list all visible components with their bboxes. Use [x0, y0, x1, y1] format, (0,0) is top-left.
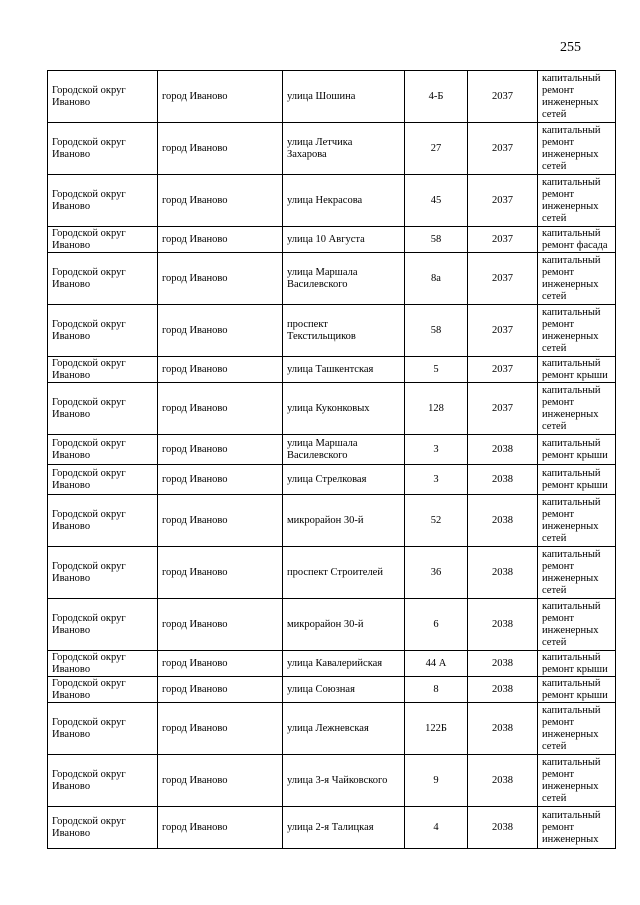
house-number-cell: 3: [405, 465, 468, 495]
house-number-cell: 44 А: [405, 651, 468, 677]
house-number-cell: 4: [405, 807, 468, 849]
street-cell: улица 10 Августа: [283, 227, 405, 253]
housing-repair-table: [47, 70, 616, 849]
street-cell: микрорайон 30-й: [283, 495, 405, 547]
city-cell: город Иваново: [158, 651, 283, 677]
table-row: [48, 703, 616, 755]
district-cell: Городской округ Иваново: [48, 755, 158, 807]
city-cell: город Иваново: [158, 807, 283, 849]
table-row: [48, 677, 616, 703]
table-row: [48, 651, 616, 677]
table-row: [48, 547, 616, 599]
city-cell: город Иваново: [158, 175, 283, 227]
work-type-cell: капитальный ремонт инженерных сетей: [538, 253, 616, 305]
table-row: [48, 357, 616, 383]
house-number-cell: 36: [405, 547, 468, 599]
city-cell: город Иваново: [158, 253, 283, 305]
work-type-cell: капитальный ремонт инженерных сетей: [538, 599, 616, 651]
city-cell: город Иваново: [158, 547, 283, 599]
year-cell: 2038: [468, 807, 538, 849]
work-type-cell: капитальный ремонт крыши: [538, 435, 616, 465]
year-cell: 2038: [468, 435, 538, 465]
street-cell: проспект Текстильщиков: [283, 305, 405, 357]
year-cell: 2037: [468, 175, 538, 227]
city-cell: город Иваново: [158, 599, 283, 651]
table-row: [48, 71, 616, 123]
district-cell: Городской округ Иваново: [48, 175, 158, 227]
table-row: [48, 465, 616, 495]
house-number-cell: 9: [405, 755, 468, 807]
year-cell: 2038: [468, 495, 538, 547]
house-number-cell: 58: [405, 227, 468, 253]
city-cell: город Иваново: [158, 435, 283, 465]
district-cell: Городской округ Иваново: [48, 495, 158, 547]
work-type-cell: капитальный ремонт инженерных сетей: [538, 123, 616, 175]
district-cell: Городской округ Иваново: [48, 253, 158, 305]
district-cell: Городской округ Иваново: [48, 123, 158, 175]
year-cell: 2037: [468, 383, 538, 435]
city-cell: город Иваново: [158, 495, 283, 547]
table-row: [48, 495, 616, 547]
city-cell: город Иваново: [158, 677, 283, 703]
work-type-cell: капитальный ремонт инженерных сетей: [538, 383, 616, 435]
street-cell: улица Стрелковая: [283, 465, 405, 495]
street-cell: улица Союзная: [283, 677, 405, 703]
street-cell: улица Кавалерийская: [283, 651, 405, 677]
street-cell: улица Куконковых: [283, 383, 405, 435]
work-type-cell: капитальный ремонт крыши: [538, 465, 616, 495]
district-cell: Городской округ Иваново: [48, 465, 158, 495]
street-cell: улица Шошина: [283, 71, 405, 123]
house-number-cell: 128: [405, 383, 468, 435]
work-type-cell: капитальный ремонт инженерных сетей: [538, 175, 616, 227]
year-cell: 2037: [468, 357, 538, 383]
year-cell: 2038: [468, 599, 538, 651]
year-cell: 2038: [468, 547, 538, 599]
city-cell: город Иваново: [158, 71, 283, 123]
year-cell: 2038: [468, 465, 538, 495]
table-row: [48, 123, 616, 175]
house-number-cell: 3: [405, 435, 468, 465]
district-cell: Городской округ Иваново: [48, 677, 158, 703]
house-number-cell: 6: [405, 599, 468, 651]
table-body: [48, 71, 616, 849]
district-cell: Городской округ Иваново: [48, 435, 158, 465]
work-type-cell: капитальный ремонт крыши: [538, 357, 616, 383]
city-cell: город Иваново: [158, 227, 283, 253]
city-cell: город Иваново: [158, 703, 283, 755]
year-cell: 2037: [468, 71, 538, 123]
work-type-cell: капитальный ремонт крыши: [538, 677, 616, 703]
district-cell: Городской округ Иваново: [48, 305, 158, 357]
city-cell: город Иваново: [158, 357, 283, 383]
work-type-cell: капитальный ремонт инженерных сетей: [538, 703, 616, 755]
house-number-cell: 8а: [405, 253, 468, 305]
table-row: [48, 253, 616, 305]
house-number-cell: 58: [405, 305, 468, 357]
street-cell: улица 2-я Талицкая: [283, 807, 405, 849]
district-cell: Городской округ Иваново: [48, 651, 158, 677]
year-cell: 2037: [468, 305, 538, 357]
work-type-cell: капитальный ремонт инженерных сетей: [538, 495, 616, 547]
table-row: [48, 755, 616, 807]
year-cell: 2038: [468, 703, 538, 755]
city-cell: город Иваново: [158, 465, 283, 495]
year-cell: 2038: [468, 651, 538, 677]
city-cell: город Иваново: [158, 123, 283, 175]
year-cell: 2037: [468, 227, 538, 253]
work-type-cell: капитальный ремонт инженерных сетей: [538, 547, 616, 599]
house-number-cell: 8: [405, 677, 468, 703]
page-number: 255: [560, 40, 581, 55]
year-cell: 2037: [468, 253, 538, 305]
work-type-cell: капитальный ремонт инженерных сетей: [538, 755, 616, 807]
house-number-cell: 122Б: [405, 703, 468, 755]
district-cell: Городской округ Иваново: [48, 547, 158, 599]
house-number-cell: 27: [405, 123, 468, 175]
district-cell: Городской округ Иваново: [48, 71, 158, 123]
street-cell: микрорайон 30-й: [283, 599, 405, 651]
district-cell: Городской округ Иваново: [48, 599, 158, 651]
district-cell: Городской округ Иваново: [48, 383, 158, 435]
street-cell: проспект Строителей: [283, 547, 405, 599]
table-row: [48, 227, 616, 253]
year-cell: 2038: [468, 677, 538, 703]
work-type-cell: капитальный ремонт инженерных сетей: [538, 71, 616, 123]
year-cell: 2037: [468, 123, 538, 175]
house-number-cell: 45: [405, 175, 468, 227]
table-row: [48, 383, 616, 435]
district-cell: Городской округ Иваново: [48, 807, 158, 849]
street-cell: улица 3-я Чайковского: [283, 755, 405, 807]
work-type-cell: капитальный ремонт крыши: [538, 651, 616, 677]
table-row: [48, 175, 616, 227]
work-type-cell: капитальный ремонт инженерных сетей: [538, 305, 616, 357]
district-cell: Городской округ Иваново: [48, 703, 158, 755]
house-number-cell: 52: [405, 495, 468, 547]
street-cell: улица Лежневская: [283, 703, 405, 755]
city-cell: город Иваново: [158, 305, 283, 357]
table-row: [48, 435, 616, 465]
table-row: [48, 599, 616, 651]
house-number-cell: 5: [405, 357, 468, 383]
street-cell: улица Маршала Василевского: [283, 435, 405, 465]
district-cell: Городской округ Иваново: [48, 227, 158, 253]
city-cell: город Иваново: [158, 383, 283, 435]
house-number-cell: 4-Б: [405, 71, 468, 123]
street-cell: улица Летчика Захарова: [283, 123, 405, 175]
table-row: [48, 807, 616, 849]
district-cell: Городской округ Иваново: [48, 357, 158, 383]
city-cell: город Иваново: [158, 755, 283, 807]
street-cell: улица Некрасова: [283, 175, 405, 227]
street-cell: улица Ташкентская: [283, 357, 405, 383]
table-row: [48, 305, 616, 357]
work-type-cell: капитальный ремонт фасада: [538, 227, 616, 253]
year-cell: 2038: [468, 755, 538, 807]
street-cell: улица Маршала Василевского: [283, 253, 405, 305]
work-type-cell: капитальный ремонт инженерных: [538, 807, 616, 849]
